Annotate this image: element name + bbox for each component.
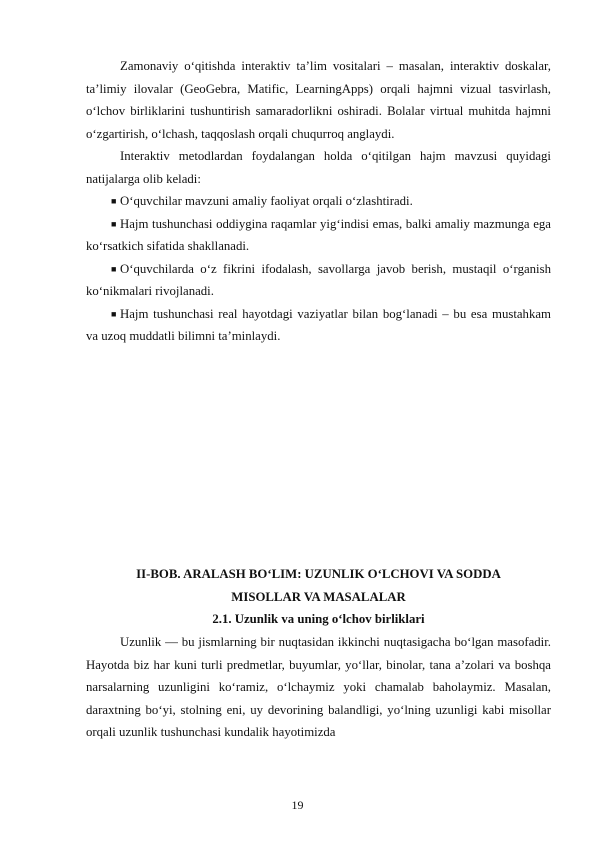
section-title: 2.1. Uzunlik va uning o‘lchov birliklari	[212, 612, 425, 626]
list-item: ■ O‘quvchilarda o‘z fikrini ifodalash, savollarga javob berish, mustaqil o‘rganish ko‘nikmalari rivojlanadi.	[86, 258, 551, 303]
bullet-icon: ■	[111, 196, 117, 206]
intro-paragraph-2: Interaktiv metodlardan foydalangan holda o‘qitilgan hajm mavzusi quyidagi natijalarga olib keladi:	[86, 149, 551, 186]
chapter-title-line-1: II-BOB. ARALASH BO‘LIM: UZUNLIK O‘LCHOVI VA SODDA	[136, 567, 501, 581]
section-paragraph: Uzunlik — bu jismlarning bir nuqtasidan ikkinchi nuqtasigacha bo‘lgan masofadir. Hayotda biz har kuni turli predmetlar, buyumlar, yo‘llar, binolar, tana a’zolari va boshqa narsalarning uzunligini ko‘ramiz, o‘lchaymiz yoki chamalab baholaymiz. Masalan, daraxtning bo‘yi, stolning eni, uy devorining balandligi, yo‘lning uzunligi kabi misollar orqali uzunlik tushunchasi kundalik hayotimizda	[86, 635, 551, 739]
chapter-title-line-2: MISOLLAR VA MASALALAR	[231, 590, 406, 604]
results-bullet-list	[86, 190, 551, 348]
bullet-icon: ■	[111, 218, 117, 229]
intro-section	[86, 55, 551, 348]
bullet-icon: ■	[111, 263, 117, 274]
section-body	[86, 631, 551, 744]
list-item: ■ O‘quvchilar mavzuni amaliy faoliyat orqali o‘zlashtiradi.	[86, 190, 551, 213]
list-item: ■ Hajm tushunchasi real hayotdagi vaziyatlar bilan bog‘lanadi – bu esa mustahkam va uzoq muddatli bilimni ta’minlaydi.	[86, 303, 551, 348]
intro-paragraph-1: Zamonaviy o‘qitishda interaktiv ta’lim vositalari – masalan, interaktiv doskalar, ta’limiy ilovalar (GeoGebra, Matific, LearningApps) orqali hajmni vizual tasvirlash, o‘lchov birliklarini tushuntirish samaradorlikni oshiradi. Bolalar virtual muhitda hajmni o‘zgartirish, o‘lchash, taqqoslash orqali chuqurroq anglaydi.	[86, 59, 551, 141]
page-number: 19	[291, 798, 304, 812]
list-item: ■ Hajm tushunchasi oddiygina raqamlar yig‘indisi emas, balki amaliy mazmunga ega ko‘rsatkich sifatida shakllanadi.	[86, 213, 551, 258]
bullet-icon: ■	[111, 308, 117, 319]
